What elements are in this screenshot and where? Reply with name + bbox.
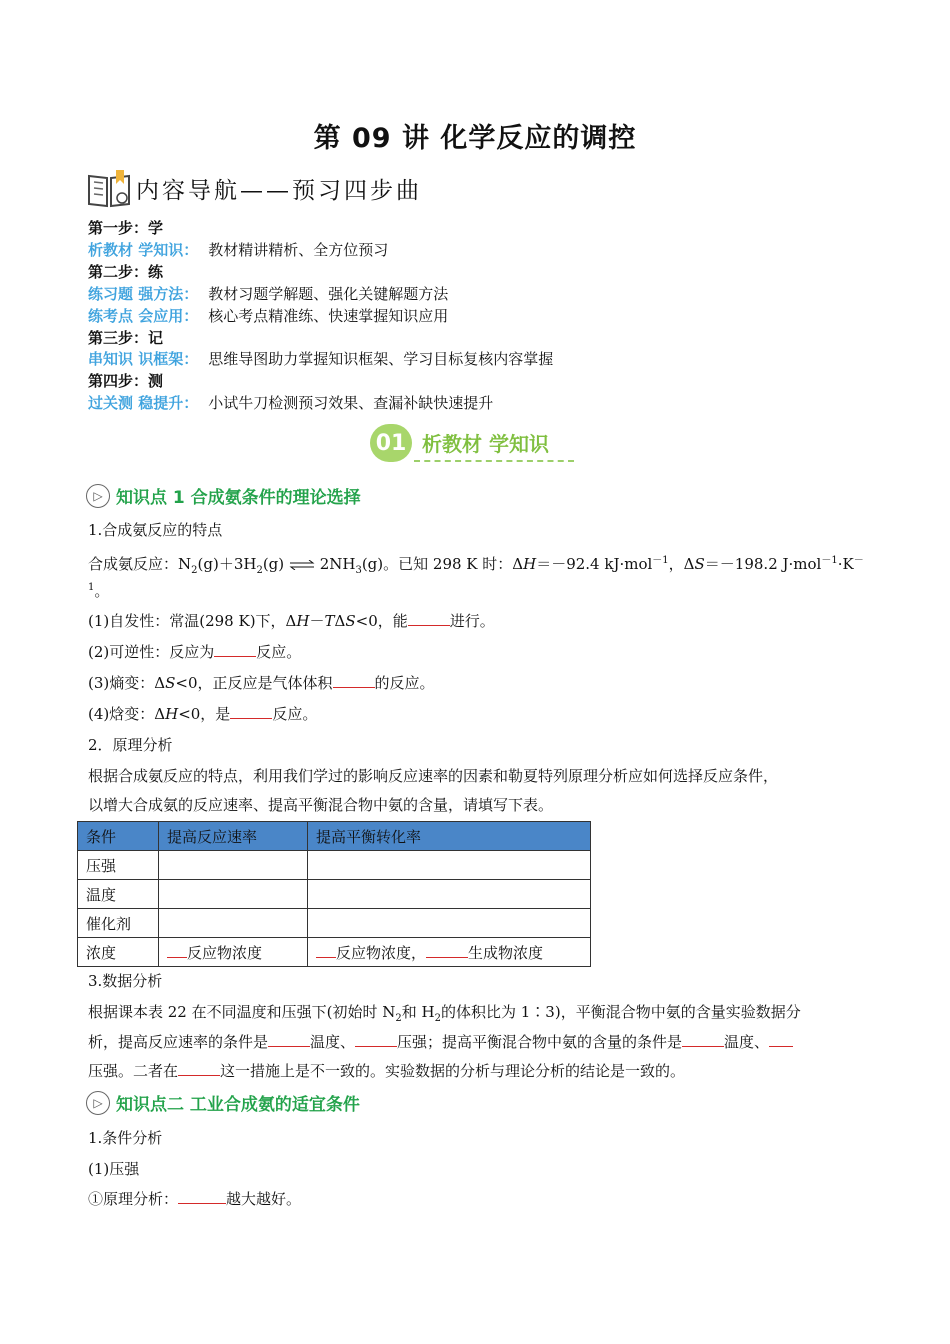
knowledge-point-title: 知识点二 工业合成氨的适宜条件 (116, 1095, 360, 1115)
table-cell: 反应物浓度 (159, 938, 308, 967)
step-tag: 练习题 强方法： (88, 284, 199, 303)
section-banner-text: 析教材 学知识 (422, 432, 549, 456)
table-header: 提高反应速率 (159, 822, 308, 851)
answer-blank[interactable] (178, 1061, 220, 1076)
section-number-badge: 01 (370, 424, 412, 462)
paragraph: ①原理分析： 越大越好。 (88, 1190, 302, 1208)
step-tag: 串知识 识框架： (88, 350, 199, 369)
table-cell[interactable] (308, 909, 591, 938)
reaction-line-tail: $^1$。 (88, 582, 110, 600)
reaction-line: 合成氨反应：$N_2(g)+3H_2(g)$ $2NH_3(g)$。已知 298 K 时：ΔH＝－92.4 kJ·mol$^{-1}$，ΔS＝－198.2 J·mol$^{-1}$·K－ (88, 555, 864, 576)
subheading: (1)压强 (88, 1160, 140, 1178)
table-cell: 反应物浓度， 生成物浓度 (308, 938, 591, 967)
step-desc: 教材习题学解题、强化关键解题方法 (208, 284, 449, 303)
list-item: (2)可逆性：反应为 反应。 (88, 643, 302, 661)
step-item (88, 393, 553, 415)
study-steps (88, 218, 553, 415)
list-item: (3)熵变：ΔS<0，正反应是气体体积 的反应。 (88, 674, 435, 692)
table-cell[interactable] (159, 880, 308, 909)
subheading: 1.合成氨反应的特点 (88, 521, 223, 539)
paragraph: 根据课本表 22 在不同温度和压强下(初始时 $N_2$和 $H_2$的体积比为 1∶3)，平衡混合物中氨的含量实验数据分 (88, 1003, 801, 1024)
step-desc: 教材精讲精析、全方位预习 (208, 240, 389, 259)
table-cell: 催化剂 (78, 909, 159, 938)
nav-title: 内容导航——预习四步曲 (136, 177, 422, 204)
step-desc: 思维导图助力掌握知识框架、学习目标复核内容掌握 (208, 350, 554, 369)
answer-blank[interactable] (178, 1189, 226, 1204)
subheading: 1.条件分析 (88, 1129, 163, 1147)
table-cell: 温度 (78, 880, 159, 909)
table-row (78, 909, 591, 938)
table-row (78, 880, 591, 909)
step-desc: 小试牛刀检测预习效果、查漏补缺快速提升 (208, 394, 494, 413)
answer-blank[interactable] (769, 1032, 793, 1047)
list-item: (4)焓变：ΔH<0，是 反应。 (88, 705, 318, 723)
table-cell[interactable] (308, 851, 591, 880)
step-item (88, 284, 553, 306)
table-cell: 压强 (78, 851, 159, 880)
table-header-row (78, 822, 591, 851)
step-item (88, 240, 553, 262)
step-title: 第一步：学 (88, 219, 164, 237)
table-header: 提高平衡转化率 (308, 822, 591, 851)
step-title: 第四步：测 (88, 372, 164, 391)
table-cell[interactable] (308, 880, 591, 909)
step-item (88, 349, 553, 371)
section-banner (370, 424, 580, 466)
answer-blank[interactable] (408, 611, 450, 626)
conditions-table (77, 821, 591, 967)
open-book-icon (86, 166, 132, 210)
subheading: 2．原理分析 (88, 736, 173, 754)
answer-blank[interactable] (426, 943, 468, 958)
step-tag: 析教材 学知识： (88, 240, 199, 259)
step-tag: 练考点 会应用： (88, 306, 199, 325)
list-item: (1)自发性：常温(298 K)下，ΔH－TΔS<0，能 进行。 (88, 612, 495, 630)
paragraph: 压强。二者在 这一措施上是不一致的。实验数据的分析与理论分析的结论是一致的。 (88, 1062, 686, 1080)
play-circle-icon: ▷ (86, 1091, 110, 1115)
play-circle-icon: ▷ (86, 484, 110, 508)
equilibrium-arrow-icon (289, 560, 315, 570)
answer-blank[interactable] (682, 1032, 724, 1047)
nav-header (86, 166, 422, 210)
answer-blank[interactable] (230, 704, 272, 719)
step-tag: 过关测 稳提升： (88, 394, 199, 413)
banner-divider (414, 460, 574, 462)
subheading: 3.数据分析 (88, 972, 163, 990)
paragraph: 以增大合成氨的反应速率、提高平衡混合物中氨的含量，请填写下表。 (88, 796, 554, 814)
table-header: 条件 (78, 822, 159, 851)
step-desc: 核心考点精准练、快速掌握知识应用 (208, 306, 449, 325)
knowledge-point-1-heading (86, 483, 361, 508)
answer-blank[interactable] (355, 1032, 397, 1047)
table-row (78, 938, 591, 967)
paragraph: 析，提高反应速率的条件是 温度、 压强；提高平衡混合物中氨的含量的条件是 温度、 (88, 1032, 793, 1052)
step-title: 第二步：练 (88, 262, 164, 281)
table-row (78, 851, 591, 880)
table-cell: 浓度 (78, 938, 159, 967)
step-item (88, 306, 553, 328)
table-cell[interactable] (159, 909, 308, 938)
answer-blank[interactable] (333, 673, 375, 688)
answer-blank[interactable] (268, 1032, 310, 1047)
knowledge-point-title: 知识点 1 合成氨条件的理论选择 (116, 488, 361, 508)
table-cell[interactable] (159, 851, 308, 880)
knowledge-point-2-heading (86, 1090, 360, 1115)
paragraph: 根据合成氨反应的特点，利用我们学过的影响反应速率的因素和勒夏特列原理分析应如何选择反应条件， (88, 767, 779, 785)
answer-blank[interactable] (167, 943, 187, 958)
answer-blank[interactable] (316, 943, 336, 958)
step-title: 第三步：记 (88, 328, 164, 347)
page-title: 第 09 讲 化学反应的调控 (313, 123, 637, 154)
answer-blank[interactable] (214, 642, 256, 657)
